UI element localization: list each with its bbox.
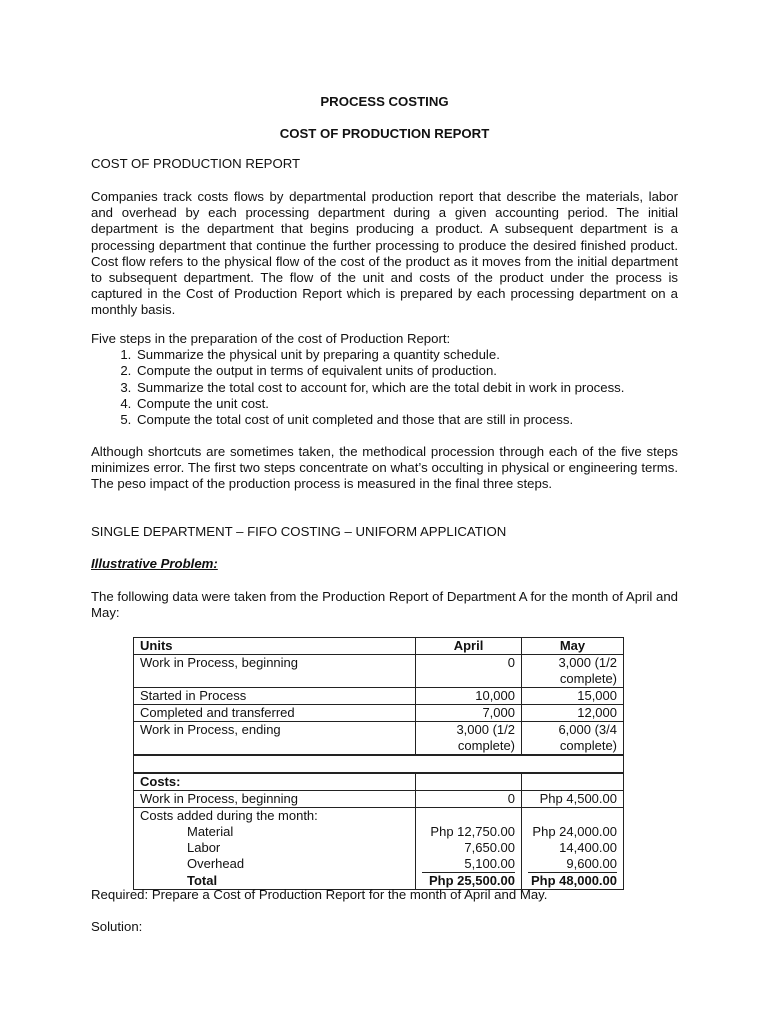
table-row (134, 773, 624, 791)
section-heading: COST OF PRODUCTION REPORT (91, 156, 301, 171)
row-label: Overhead (134, 856, 416, 873)
table-header-row (134, 638, 624, 655)
steps-intro: Five steps in the preparation of the cost of Production Report: (91, 331, 451, 346)
document-subtitle: COST OF PRODUCTION REPORT (279, 126, 490, 141)
method-heading: SINGLE DEPARTMENT – FIFO COSTING – UNIFORM APPLICATION (91, 524, 507, 539)
step-item: 5. Compute the total cost of unit completed and those that are still in process. (135, 412, 678, 428)
april-value: 7,650.00 (416, 840, 522, 856)
row-label: Material (134, 824, 416, 840)
step-item: 1. Summarize the physical unit by preparing a quantity schedule. (135, 347, 678, 363)
april-value: Php 12,750.00 (416, 824, 522, 840)
april-value: 0 (416, 791, 522, 808)
row-label: Costs added during the month: (134, 808, 416, 825)
step-item: 3. Summarize the total cost to account for, which are the total debit in work in process. (135, 380, 678, 396)
production-data-table (133, 637, 624, 890)
april-value: 10,000 (416, 688, 522, 705)
header-units: Units (134, 638, 416, 655)
row-label: Labor (134, 840, 416, 856)
total-label: Total (134, 873, 416, 890)
april-value: 0 (416, 655, 522, 688)
may-value: 14,400.00 (522, 840, 624, 856)
row-label: Completed and transferred (134, 705, 416, 722)
may-value: 12,000 (522, 705, 624, 722)
may-value: Php 4,500.00 (522, 791, 624, 808)
table-row (134, 856, 624, 873)
may-value: 9,600.00 (528, 856, 617, 873)
april-value: 7,000 (416, 705, 522, 722)
table-row (134, 688, 624, 705)
may-total: Php 48,000.00 (522, 873, 624, 890)
step-item: 2. Compute the output in terms of equivalent units of production. (135, 363, 678, 379)
row-label: Work in Process, ending (134, 722, 416, 756)
row-label: Work in Process, beginning (134, 655, 416, 688)
table-row (134, 655, 624, 688)
illustrative-heading: Illustrative Problem: (91, 556, 218, 571)
solution-label: Solution: (91, 919, 143, 934)
steps-list (91, 347, 678, 428)
may-value: 3,000 (1/2 complete) (522, 655, 624, 688)
row-label: Started in Process (134, 688, 416, 705)
table-row (134, 840, 624, 856)
document-title: PROCESS COSTING (320, 94, 449, 109)
costs-label: Costs: (134, 773, 416, 791)
intro-paragraph: Companies track costs flows by departmental production report that describe the materials, labor and overhead by each processing department during a given accounting period. The initial department is the department that begins producing a product. A subsequent department is a processing department that continue the further processing to produce the desired finished product. Cost flow refers to the physical flow of the cost of the product as it moves from the initial department to subsequent department. The flow of the unit and costs of the product under the process is captured in the Cost of Production Report which is prepared by each processing department on a monthly basis. (91, 189, 678, 318)
may-value: 15,000 (522, 688, 624, 705)
spacer-row (134, 755, 624, 773)
april-total: Php 25,500.00 (416, 873, 522, 890)
may-value: 6,000 (3/4 complete) (522, 722, 624, 756)
header-may: May (522, 638, 624, 655)
steps-section (91, 331, 678, 428)
step-item: 4. Compute the unit cost. (135, 396, 678, 412)
table-row (134, 808, 624, 825)
table-row (134, 705, 624, 722)
april-value: 5,100.00 (422, 856, 515, 873)
may-value: Php 24,000.00 (522, 824, 624, 840)
header-april: April (416, 638, 522, 655)
table-row (134, 824, 624, 840)
data-intro: The following data were taken from the Production Report of Department A for the month of April and May: (91, 589, 678, 621)
table-row (134, 722, 624, 756)
april-value: 3,000 (1/2 complete) (416, 722, 522, 756)
row-label: Work in Process, beginning (134, 791, 416, 808)
table-row (134, 791, 624, 808)
shortcuts-paragraph: Although shortcuts are sometimes taken, the methodical procession through each of the five steps minimizes error. The first two steps concentrate on what’s occulting in physical or engineering terms. The peso impact of the production process is measured in the final three steps. (91, 444, 678, 492)
required-text: Required: Prepare a Cost of Production Report for the month of April and May. (91, 887, 548, 902)
